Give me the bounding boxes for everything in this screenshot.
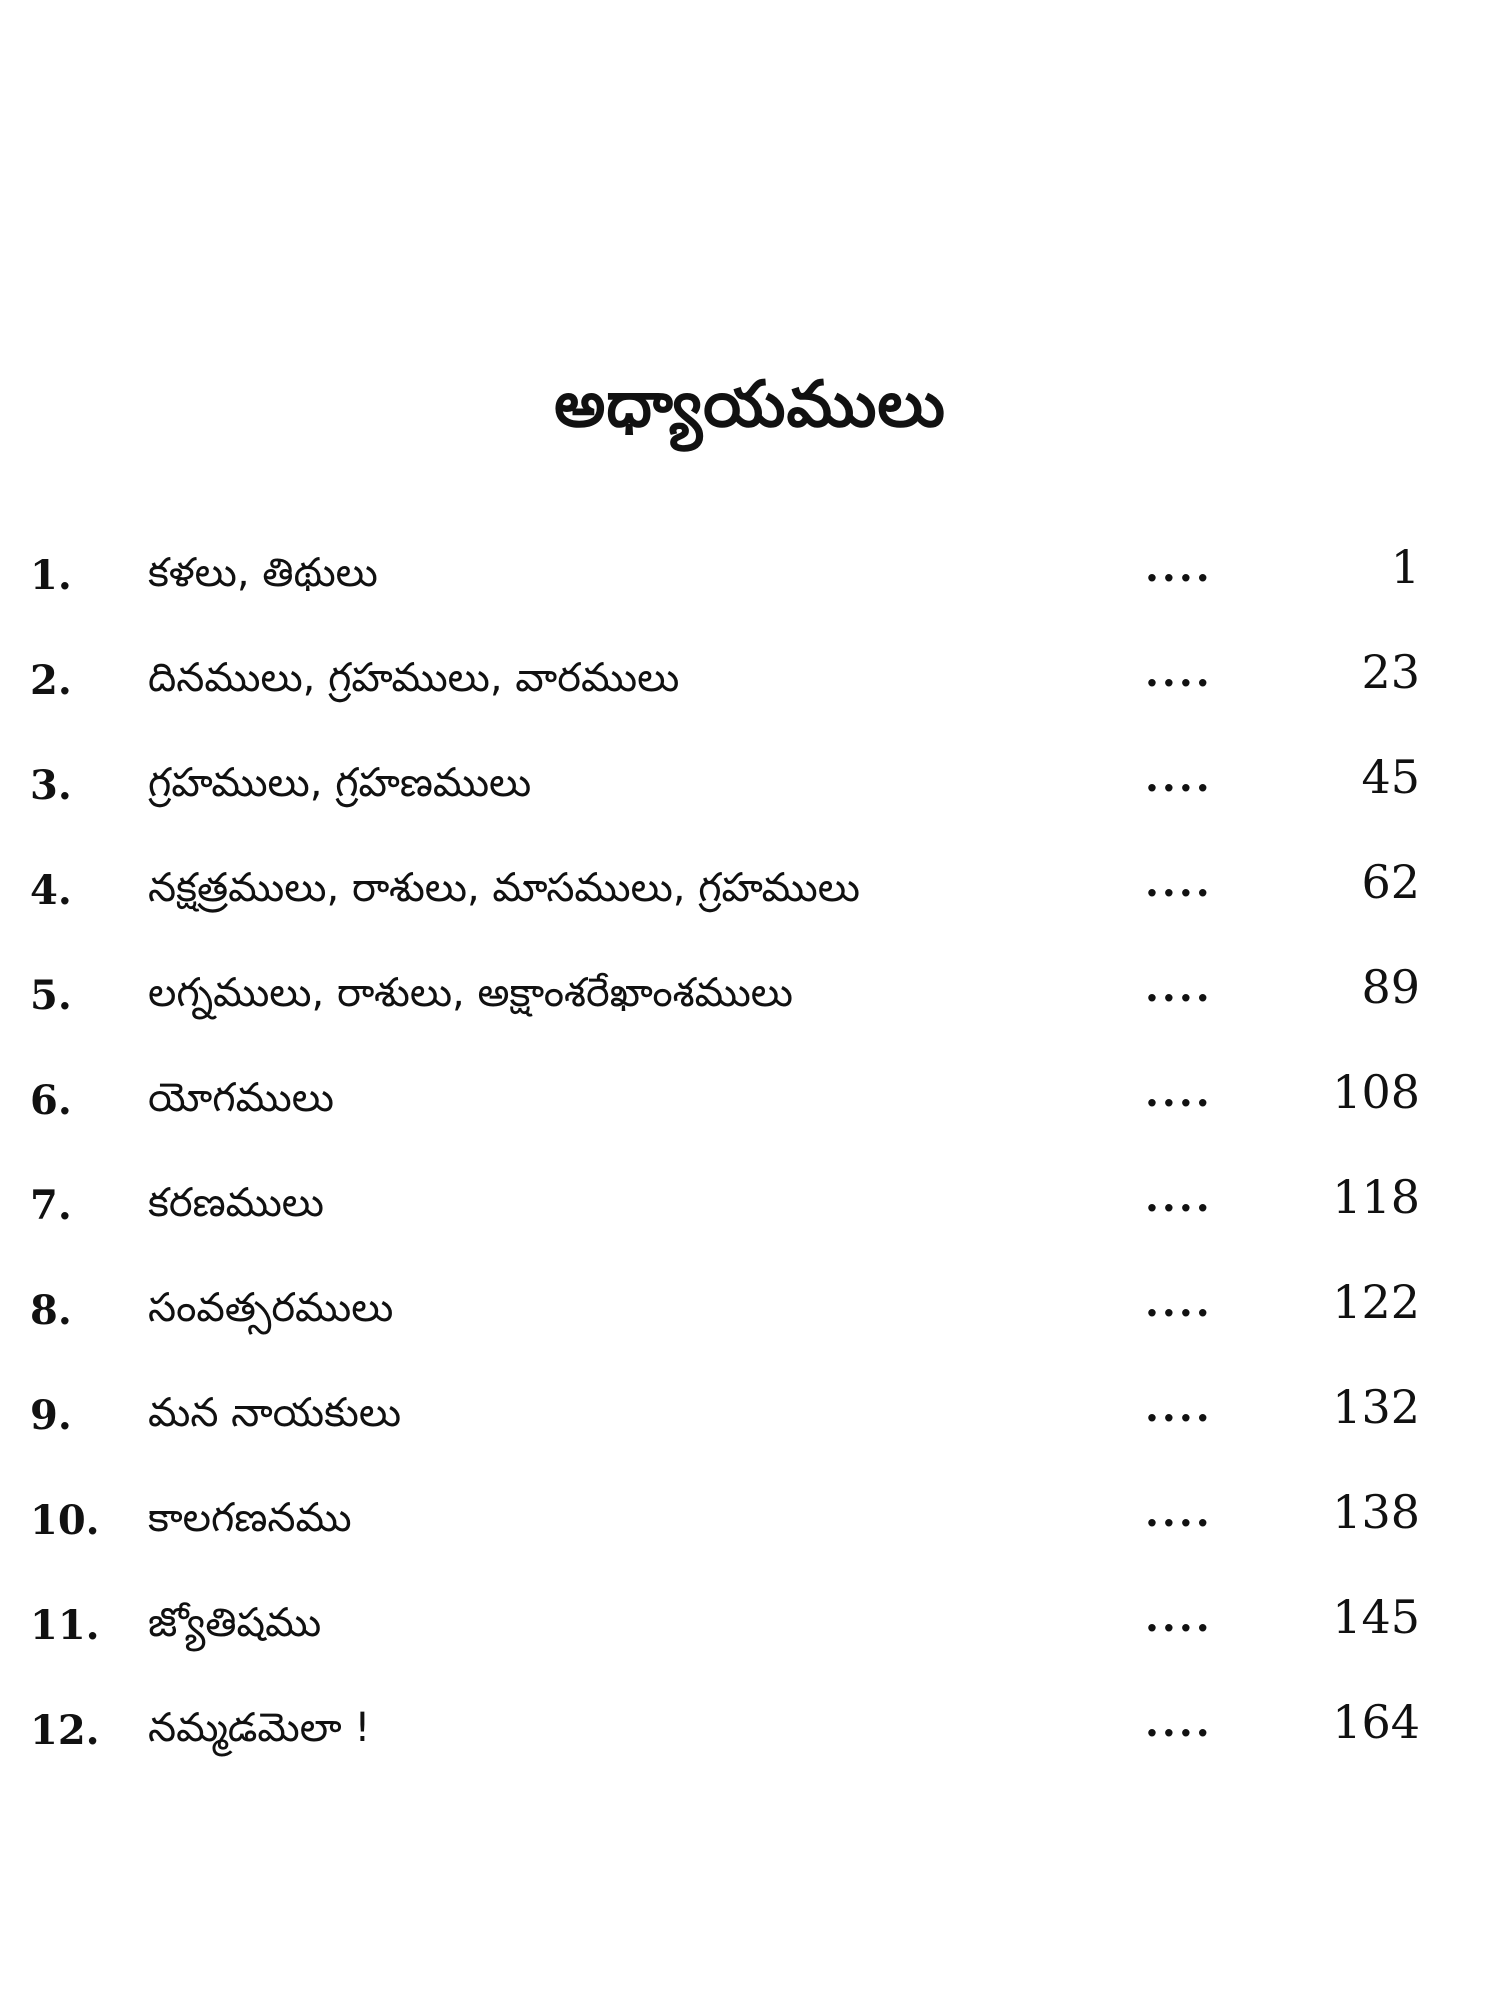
dot-leader: .... (1145, 754, 1213, 801)
chapter-number: 2. (30, 657, 72, 704)
toc-row (0, 1685, 1500, 1790)
dot-leader: .... (1145, 649, 1213, 696)
chapter-title: నక్షత్రములు, రాశులు, మాసములు, గ్రహములు (148, 865, 860, 911)
dot-leader: .... (1145, 1174, 1213, 1221)
toc-row (0, 845, 1500, 950)
toc-row (0, 635, 1500, 740)
page-number: 89 (1361, 960, 1420, 1014)
table-of-contents (0, 530, 1500, 1790)
toc-row (0, 530, 1500, 635)
chapter-number: 9. (30, 1392, 72, 1439)
dot-leader: .... (1145, 1699, 1213, 1746)
page-title: అధ్యాయములు (554, 367, 946, 442)
dot-leader: .... (1145, 859, 1213, 906)
toc-row (0, 1370, 1500, 1475)
chapter-title: గ్రహములు, గ్రహణములు (148, 760, 532, 806)
chapter-number: 3. (30, 762, 72, 809)
chapter-number: 11. (30, 1602, 100, 1649)
chapter-number: 6. (30, 1077, 72, 1124)
chapter-title: మన నాయకులు (148, 1390, 402, 1436)
page-number: 1 (1390, 540, 1420, 594)
chapter-number: 8. (30, 1287, 72, 1334)
chapter-title: దినములు, గ్రహములు, వారములు (148, 655, 680, 701)
chapter-number: 7. (30, 1182, 72, 1229)
chapter-title: యోగములు (148, 1075, 334, 1121)
chapter-number: 10. (30, 1497, 100, 1544)
chapter-title: కాలగణనము (148, 1495, 352, 1541)
page-number: 122 (1332, 1275, 1420, 1329)
chapter-title: లగ్నములు, రాశులు, అక్షాంశరేఖాంశములు (148, 970, 793, 1016)
dot-leader: .... (1145, 964, 1213, 1011)
chapter-title: కళలు, తిథులు (148, 550, 378, 596)
chapter-title: నమ్మడమెలా ! (148, 1705, 371, 1751)
page-number: 108 (1332, 1065, 1420, 1119)
page-number: 62 (1361, 855, 1420, 909)
page-number: 118 (1332, 1170, 1420, 1224)
page-number: 164 (1332, 1695, 1420, 1749)
toc-row (0, 740, 1500, 845)
chapter-title: సంవత్సరములు (148, 1285, 394, 1331)
page-number: 132 (1332, 1380, 1420, 1434)
dot-leader: .... (1145, 1279, 1213, 1326)
chapter-title: జ్యోతిషము (148, 1600, 322, 1646)
dot-leader: .... (1145, 1489, 1213, 1536)
chapter-number: 1. (30, 552, 72, 599)
chapter-number: 4. (30, 867, 72, 914)
toc-row (0, 1160, 1500, 1265)
toc-row (0, 1580, 1500, 1685)
page-number: 23 (1361, 645, 1420, 699)
page-number: 145 (1332, 1590, 1420, 1644)
dot-leader: .... (1145, 1594, 1213, 1641)
toc-row (0, 1055, 1500, 1160)
page-number: 138 (1332, 1485, 1420, 1539)
dot-leader: .... (1145, 1069, 1213, 1116)
toc-row (0, 950, 1500, 1055)
toc-row (0, 1265, 1500, 1370)
toc-row (0, 1475, 1500, 1580)
chapter-number: 5. (30, 972, 72, 1019)
dot-leader: .... (1145, 1384, 1213, 1431)
dot-leader: .... (1145, 544, 1213, 591)
chapter-number: 12. (30, 1707, 100, 1754)
page-number: 45 (1361, 750, 1420, 804)
chapter-title: కరణములు (148, 1180, 324, 1226)
